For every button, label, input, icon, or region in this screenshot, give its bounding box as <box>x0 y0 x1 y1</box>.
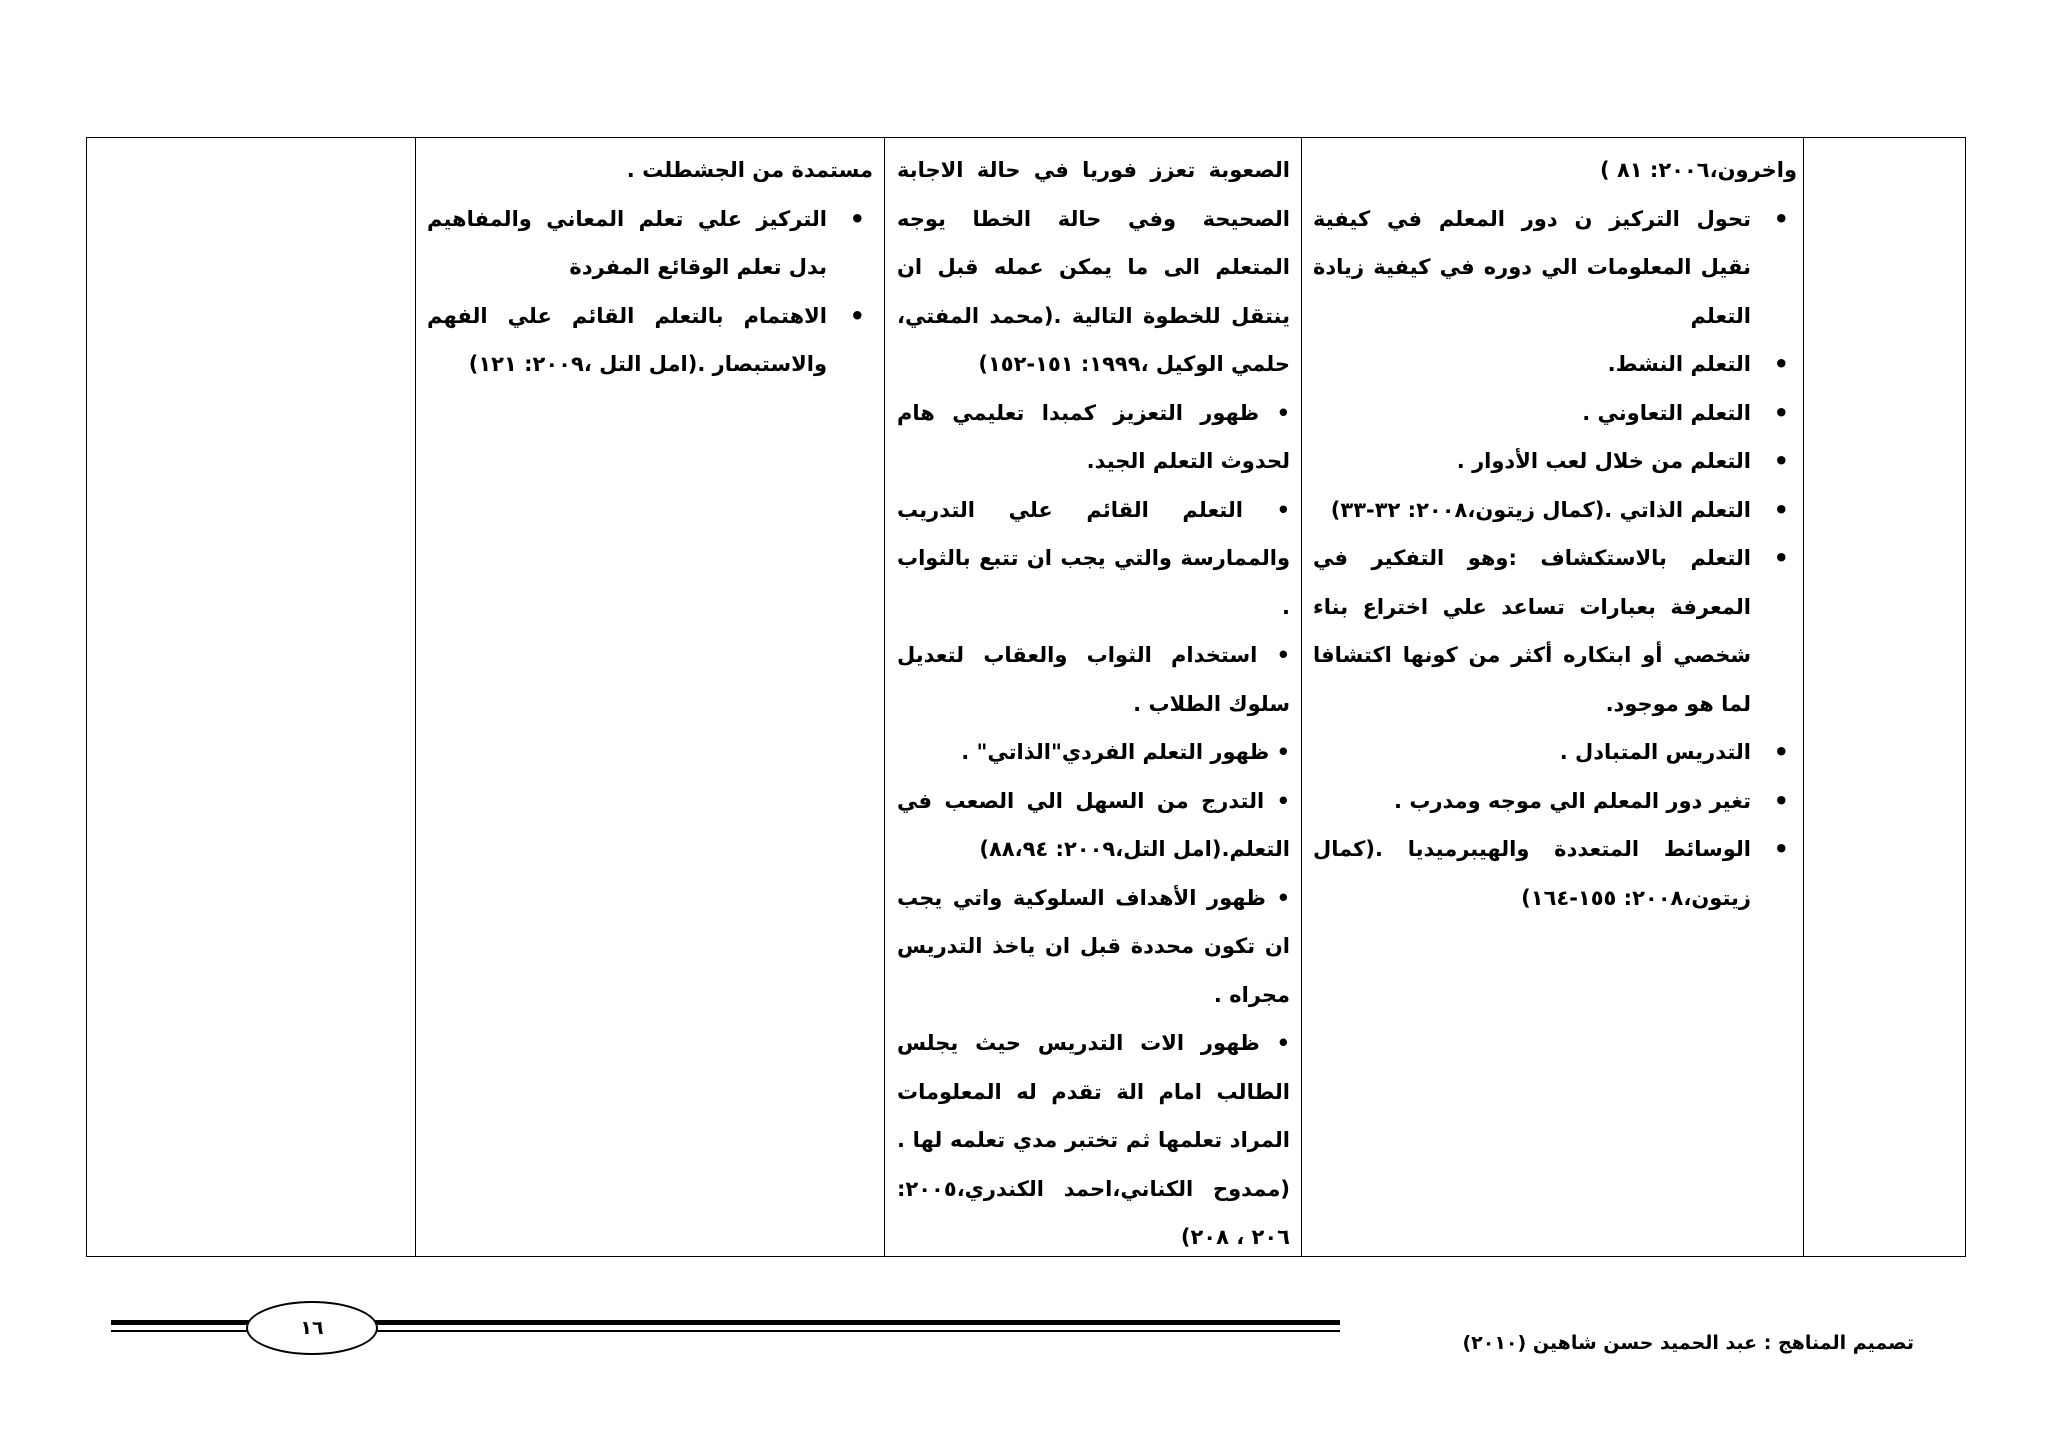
list-item: • التدرج من السهل الي الصعب في التعلم.(امل التل،٢٠٠٩: ٨٨،٩٤) <box>897 788 1290 861</box>
column-right <box>1313 146 1797 922</box>
footer-book-title: تصميم المناهج : عبد الحميد حسن شاهين (٢٠١٠) <box>1462 1332 1914 1354</box>
list-item: الصعوبة تعزز فوريا في حالة الاجابة الصحيحة وفي حالة الخطا يوجه المتعلم الى ما يمكن عمله قبل ان ينتقل للخطوة التالية .(محمد المفتي، حلمي الوكيل ،١٩٩٩: ١٥١-١٥٢) <box>897 158 1290 376</box>
list-item: • ظهور التعزيز كمبدا تعليمي هام لحدوث التعلم الجيد. <box>897 400 1290 473</box>
column-divider <box>415 138 416 1256</box>
column-middle <box>897 146 1290 1262</box>
column-right-list <box>1313 195 1797 923</box>
list-item: • التركيز علي تعلم المعاني والمفاهيم بدل تعلم الوقائع المفردة <box>427 195 873 292</box>
list-item: • التعلم القائم علي التدريب والممارسة والتي يجب ان تتبع بالثواب . <box>897 497 1290 619</box>
list-item: • الاهتمام بالتعلم القائم علي الفهم والاستبصار .(امل التل ،٢٠٠٩: ١٢١) <box>427 292 873 389</box>
list-item: • التدريس المتبادل . <box>1313 728 1797 777</box>
list-item: • التعلم بالاستكشاف :وهو التفكير في المعرفة بعبارات تساعد علي اختراع بناء شخصي أو ابتكاره أكثر من كونها اكتشافا لما هو موجود. <box>1313 534 1797 728</box>
list-item: • التعلم التعاوني . <box>1313 389 1797 438</box>
list-item: • ظهور الأهداف السلوكية واتي يجب ان تكون محددة قبل ان ياخذ التدريس مجراه . <box>897 885 1290 1007</box>
column-divider <box>1301 138 1302 1256</box>
column-left-list <box>427 195 873 389</box>
page-number: ١٦ <box>246 1301 378 1355</box>
column-middle-list <box>897 146 1290 1262</box>
column-left-lead: مستمدة من الجشطلت . <box>626 158 873 182</box>
list-item: • التعلم النشط. <box>1313 340 1797 389</box>
list-item: • التعلم الذاتي .(كمال زيتون،٢٠٠٨: ٣٢-٣٣) <box>1313 486 1797 535</box>
list-item: • تحول التركيز ن دور المعلم في كيفية نقيل المعلومات الي دوره في كيفية زيادة التعلم <box>1313 195 1797 341</box>
list-item: • التعلم من خلال لعب الأدوار . <box>1313 437 1797 486</box>
list-item: • استخدام الثواب والعقاب لتعديل سلوك الطلاب . <box>897 643 1290 716</box>
column-right-lead: واخرون،٢٠٠٦: ٨١ ) <box>1600 158 1797 182</box>
content-table <box>86 137 1966 1257</box>
column-divider <box>884 138 885 1256</box>
list-item: • تغير دور المعلم الي موجه ومدرب . <box>1313 777 1797 826</box>
column-left <box>427 146 873 389</box>
list-item: • ظهور الات التدريس حيث يجلس الطالب امام الة تقدم له المعلومات المراد تعلمها ثم تختبر مدي تعلمه لها .(ممدوح الكناني،احمد الكندري،٢٠٠٥: ٢٠٦ ، ٢٠٨) <box>897 1031 1290 1249</box>
column-divider <box>1803 138 1804 1256</box>
list-item: • ظهور التعلم الفردي"الذاتي" . <box>961 740 1290 764</box>
list-item: • الوسائط المتعددة والهيبرميديا .(كمال زيتون،٢٠٠٨: ١٥٥-١٦٤) <box>1313 825 1797 922</box>
